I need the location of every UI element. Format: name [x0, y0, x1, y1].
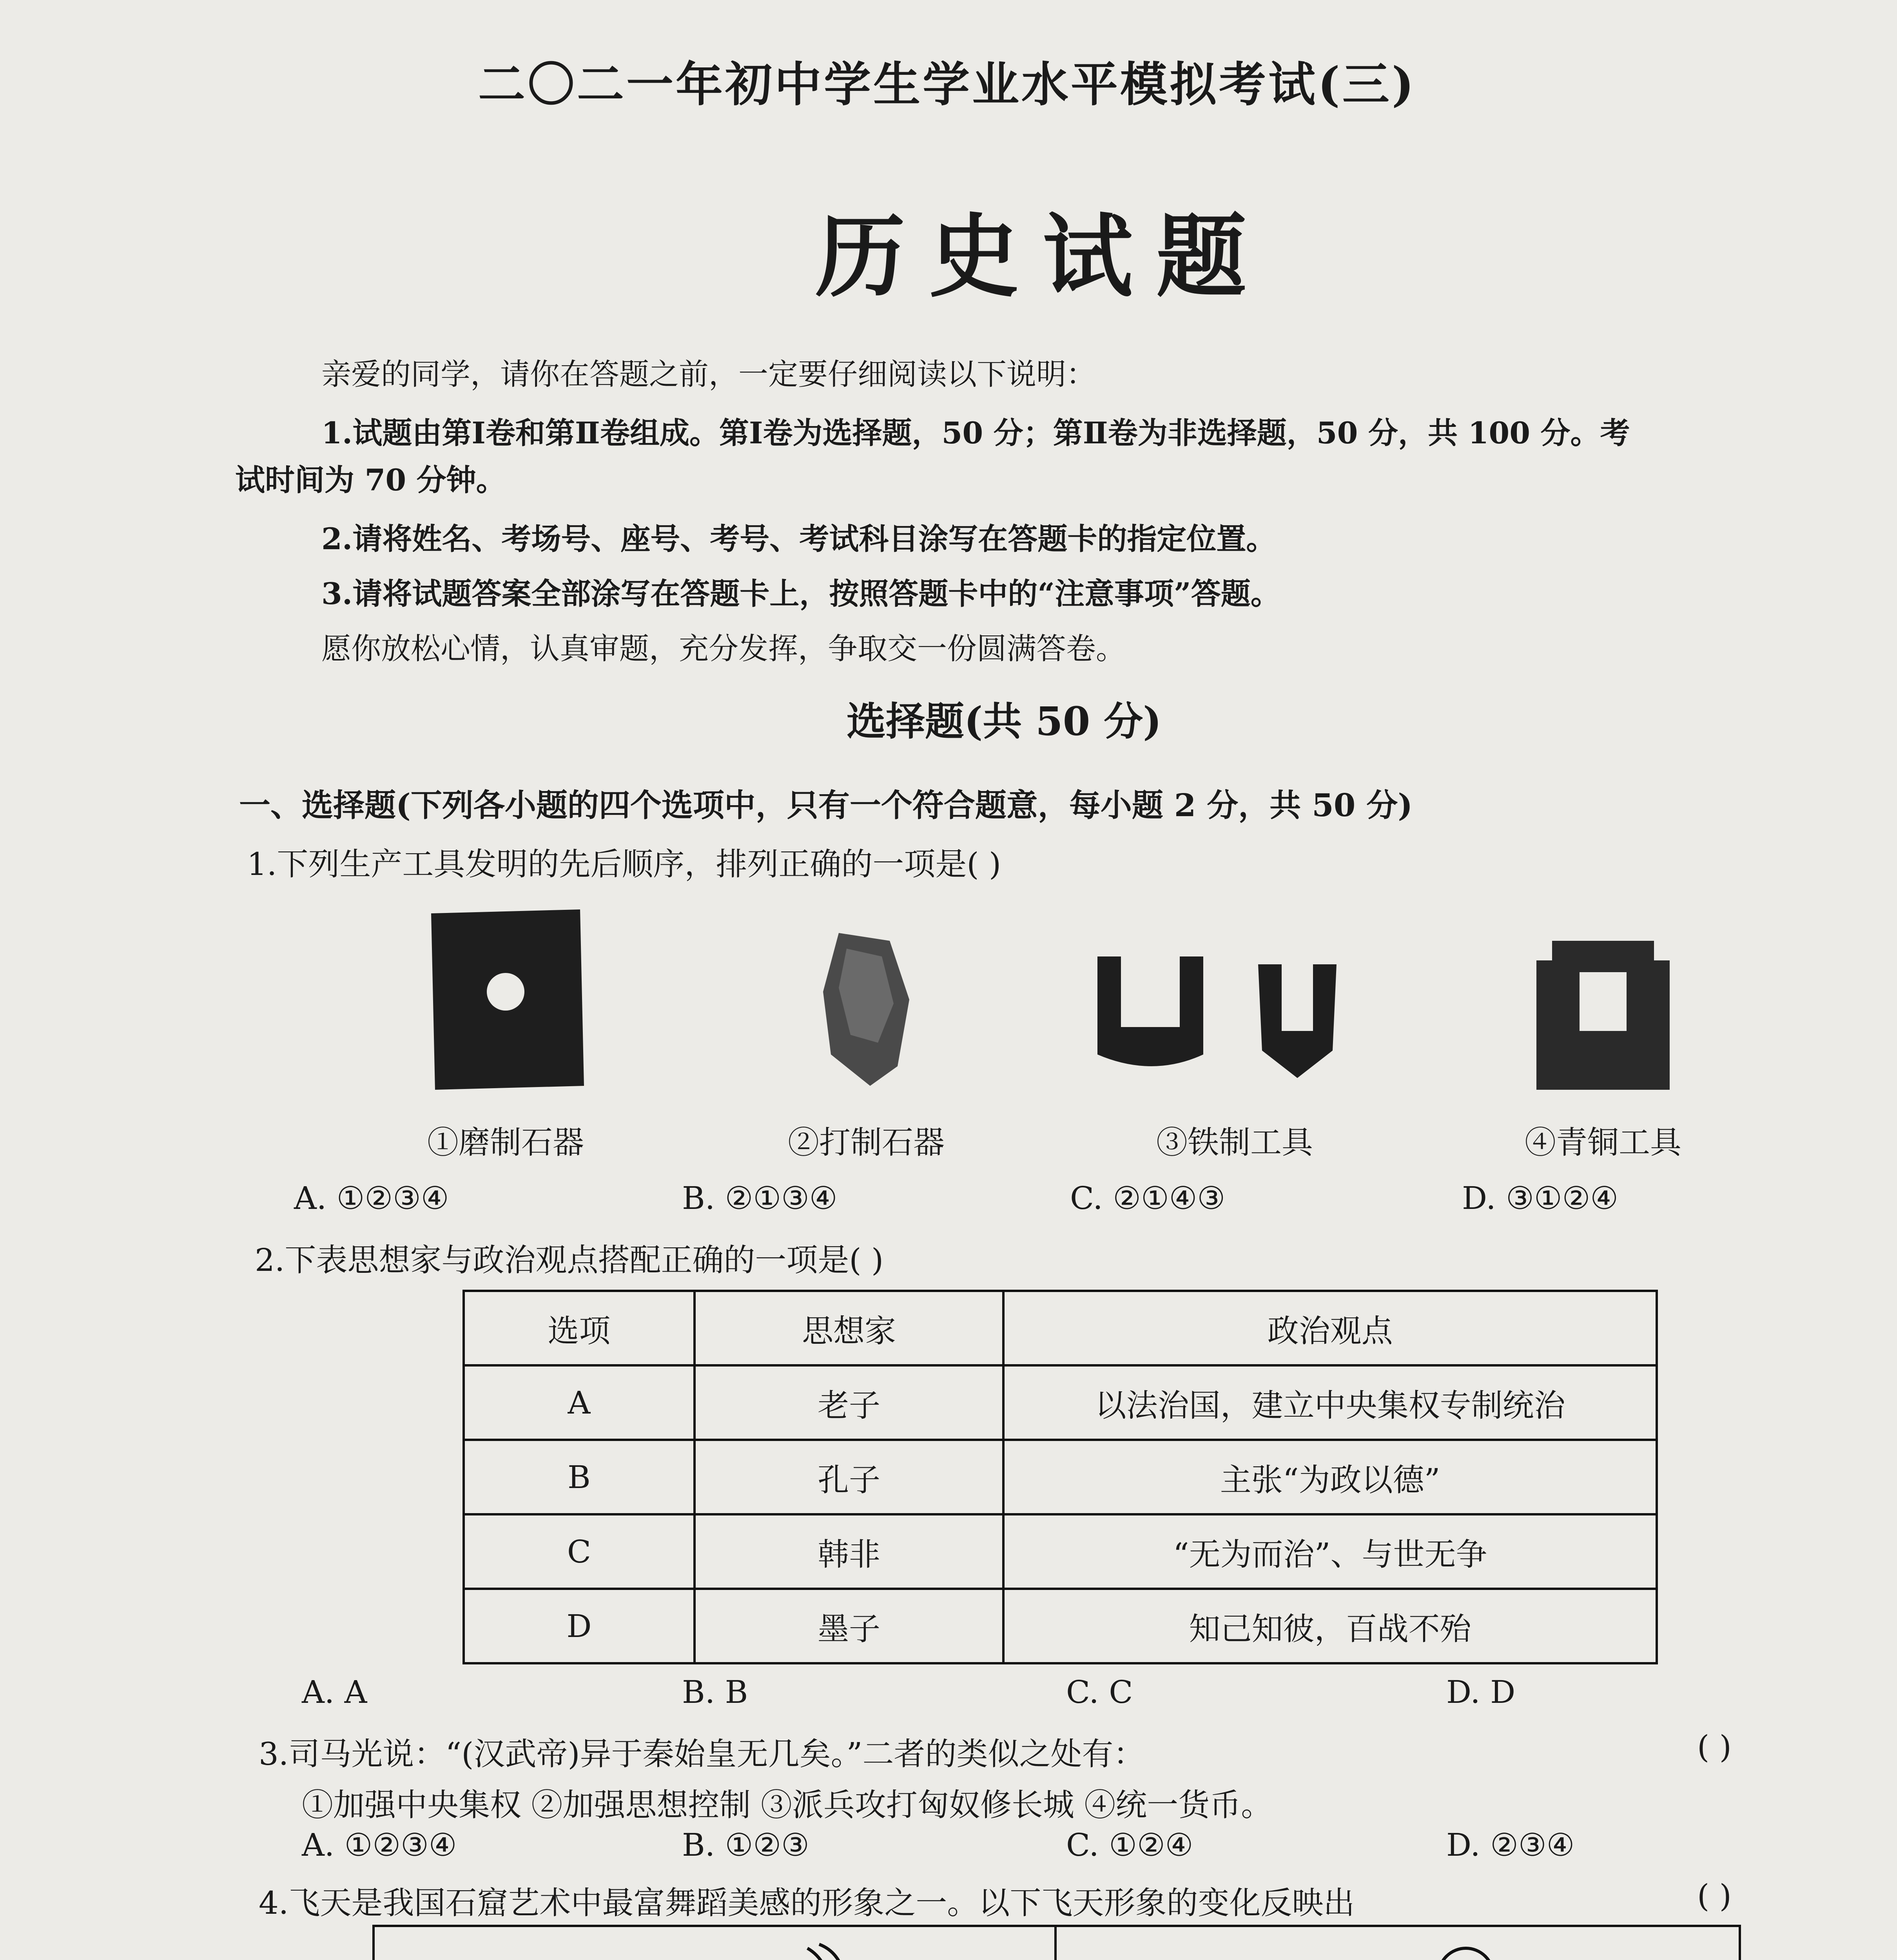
table-header-row	[464, 1291, 1657, 1365]
thinkers-table	[462, 1290, 1658, 1664]
part-heading: 一、选择题(下列各小题的四个选项中，只有一个符合题意，每小题 2 分，共 50 分)	[239, 787, 1413, 824]
table-cell: 韩非	[695, 1514, 1003, 1589]
q2-option-a[interactable]: A. A	[302, 1674, 367, 1710]
table-cell: “无为而治”、与世无争	[1003, 1514, 1657, 1589]
q3-option-b[interactable]: B. ①②③	[682, 1827, 809, 1863]
table-cell: 老子	[695, 1365, 1003, 1440]
instructions-greeting: 亲爱的同学，请你在答题之前，一定要仔细阅读以下说明：	[321, 357, 1096, 392]
table-cell: B	[464, 1440, 695, 1514]
longmen-feitian-icon	[1215, 1940, 1607, 1960]
subject-title: 历史试题	[815, 204, 1270, 310]
table-cell: 墨子	[695, 1589, 1003, 1663]
exam-title: 二〇二一年初中学生学业水平模拟考试(三)	[478, 57, 1416, 112]
table-cell: 主张“为政以德”	[1003, 1440, 1657, 1514]
table-header-thinker: 思想家	[695, 1291, 1003, 1365]
instructions-item3: 3.请将试题答案全部涂写在答题卡上，按照答题卡中的“注意事项”答题。	[321, 576, 1280, 611]
q2-option-c[interactable]: C. C	[1066, 1674, 1133, 1710]
tool-caption-3: ③铁制工具	[1156, 1124, 1313, 1161]
q3-option-d[interactable]: D. ②③④	[1446, 1827, 1575, 1863]
instructions-item1-line1: 1.试题由第Ⅰ卷和第Ⅱ卷组成。第Ⅰ卷为选择题，50 分；第Ⅱ卷为非选择题，50 分，共 100 分。考	[321, 416, 1630, 450]
yungang-feitian-icon	[537, 1933, 929, 1960]
tool-caption-1: ①磨制石器	[427, 1124, 584, 1161]
table-cell: 以法治国，建立中央集权专制统治	[1003, 1365, 1657, 1440]
q1-option-c[interactable]: C. ②①④③	[1070, 1180, 1226, 1216]
q1-option-b[interactable]: B. ②①③④	[682, 1180, 838, 1216]
q4-stem: 4.飞天是我国石窟艺术中最富舞蹈美感的形象之一。以下飞天形象的变化反映出	[259, 1885, 1355, 1921]
tool-caption-2: ②打制石器	[788, 1124, 945, 1161]
table-cell: D	[464, 1589, 695, 1663]
q3-items: ①加强中央集权 ②加强思想控制 ③派兵攻打匈奴修长城 ④统一货币。	[302, 1787, 1273, 1823]
q3-option-a[interactable]: A. ①②③④	[302, 1827, 457, 1863]
table-cell: 知己知彼，百战不殆	[1003, 1589, 1657, 1663]
q3-option-c[interactable]: C. ①②④	[1066, 1827, 1193, 1863]
feitian-figure-divider	[1054, 1925, 1057, 1960]
table-row	[464, 1589, 1657, 1663]
table-cell: 孔子	[695, 1440, 1003, 1514]
table-header-option: 选项	[464, 1291, 695, 1365]
section-title: 选择题(共 50 分)	[847, 698, 1162, 744]
q1-stem: 1.下列生产工具发明的先后顺序，排列正确的一项是( )	[247, 846, 1001, 882]
bronze-tool-icon	[1529, 937, 1678, 1094]
tool-caption-4: ④青铜工具	[1525, 1124, 1681, 1161]
chipped-stone-tool-icon	[815, 925, 917, 1090]
q3-answer-paren: ( )	[1697, 1729, 1732, 1765]
table-row	[464, 1514, 1657, 1589]
instructions-item2: 2.请将姓名、考场号、座号、考号、考试科目涂写在答题卡的指定位置。	[321, 521, 1276, 556]
iron-tool-icon	[1090, 949, 1372, 1082]
q1-option-a[interactable]: A. ①②③④	[294, 1180, 449, 1216]
polished-stone-tool-icon	[423, 906, 588, 1094]
table-cell: A	[464, 1365, 695, 1440]
q2-stem: 2.下表思想家与政治观点搭配正确的一项是( )	[255, 1242, 884, 1278]
table-row	[464, 1440, 1657, 1514]
instructions-item1-line2: 试时间为 70 分钟。	[235, 463, 506, 497]
q4-answer-paren: ( )	[1697, 1878, 1732, 1914]
q1-option-d[interactable]: D. ③①②④	[1462, 1180, 1619, 1216]
table-cell: C	[464, 1514, 695, 1589]
table-row	[464, 1365, 1657, 1440]
instructions-closing: 愿你放松心情，认真审题，充分发挥，争取交一份圆满答卷。	[321, 631, 1126, 666]
q3-stem: 3.司马光说：“(汉武帝)异于秦始皇无几矣。”二者的类似之处有：	[259, 1736, 1145, 1772]
q2-option-b[interactable]: B. B	[682, 1674, 748, 1710]
q2-option-d[interactable]: D. D	[1446, 1674, 1516, 1710]
table-header-view: 政治观点	[1003, 1291, 1657, 1365]
